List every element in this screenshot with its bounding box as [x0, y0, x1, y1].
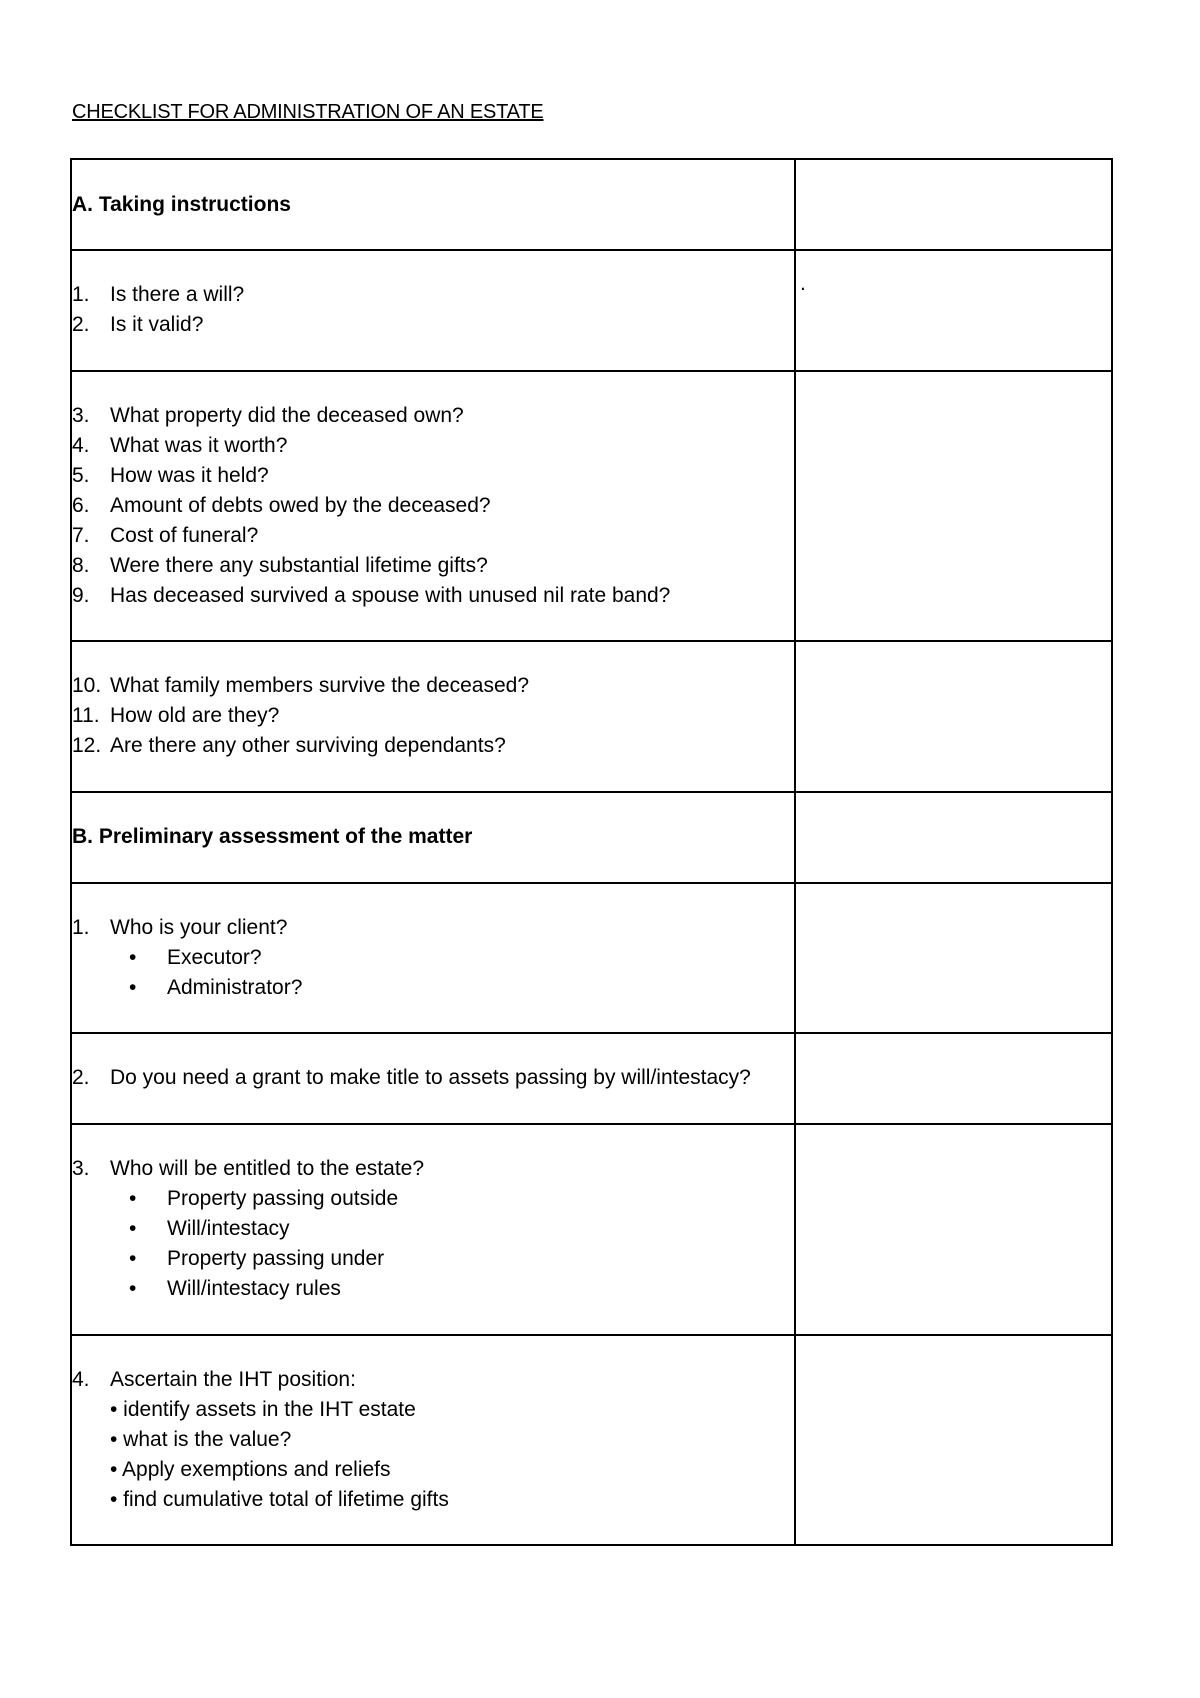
section-a-heading: A. Taking instructions [72, 193, 291, 216]
bullet-icon: • [129, 976, 137, 999]
question-list [72, 1336, 794, 1515]
question-list [72, 642, 794, 761]
table-row [71, 250, 1112, 371]
table-row [71, 1124, 1112, 1335]
list-item: • Property passing under [72, 1244, 794, 1274]
response-cell[interactable] [795, 159, 1112, 250]
question-list [72, 372, 794, 611]
question-item: 7. Cost of funeral? [72, 524, 259, 547]
list-item: • find cumulative total of lifetime gifts [110, 1488, 449, 1511]
question-item: 6. Amount of debts owed by the deceased? [72, 494, 491, 517]
list-item: • Will/intestacy [72, 1214, 794, 1244]
question-item: 11. How old are they? [72, 704, 280, 727]
list-item: • Apply exemptions and reliefs [110, 1458, 391, 1481]
list-item: • Executor? [72, 943, 794, 973]
bullet-icon: • [129, 1277, 137, 1300]
page-title: CHECKLIST FOR ADMINISTRATION OF AN ESTATE [72, 101, 544, 123]
table-row [71, 159, 1112, 250]
question-item: 2. Is it valid? [72, 313, 204, 336]
response-cell[interactable] [795, 250, 1112, 371]
response-cell[interactable] [795, 1033, 1112, 1124]
question-item: 1. Who is your client? [72, 916, 288, 939]
bullet-icon: • [129, 946, 137, 969]
question-item: 3. What property did the deceased own? [72, 404, 464, 427]
list-item: • Administrator? [72, 973, 794, 1003]
question-item: 5. How was it held? [72, 464, 269, 487]
list-item: • identify assets in the IHT estate [110, 1398, 416, 1421]
table-row [71, 1335, 1112, 1545]
question-item: 9. Has deceased survived a spouse with unused nil rate band? [72, 584, 671, 607]
list-item: • Property passing outside [72, 1184, 794, 1214]
question-list [72, 1034, 794, 1093]
question-item: 8. Were there any substantial lifetime gifts? [72, 554, 488, 577]
note-mark: . [800, 272, 806, 295]
question-list [72, 884, 794, 1003]
question-item: 4. Ascertain the IHT position: [72, 1368, 356, 1391]
response-cell[interactable] [795, 1335, 1112, 1545]
table-row [71, 1033, 1112, 1124]
question-item: 10. What family members survive the deceased? [72, 674, 530, 697]
question-item: 2. Do you need a grant to make title to assets passing by will/intestacy? [72, 1066, 751, 1089]
question-list [72, 1125, 794, 1304]
question-item: 4. What was it worth? [72, 434, 288, 457]
question-list [72, 251, 794, 340]
question-item: 3. Who will be entitled to the estate? [72, 1157, 425, 1180]
question-item: 1. Is there a will? [72, 283, 245, 306]
response-cell[interactable] [795, 641, 1112, 792]
checklist-table [70, 158, 1113, 1546]
response-cell[interactable] [795, 1124, 1112, 1335]
question-item: 12. Are there any other surviving dependants? [72, 734, 506, 757]
table-row [71, 371, 1112, 641]
bullet-icon: • [129, 1247, 137, 1270]
response-cell[interactable] [795, 883, 1112, 1033]
table-row [71, 883, 1112, 1033]
bullet-icon: • [129, 1217, 137, 1240]
list-item: • Will/intestacy rules [72, 1274, 794, 1304]
response-cell[interactable] [795, 792, 1112, 883]
response-cell[interactable] [795, 371, 1112, 641]
list-item: • what is the value? [110, 1428, 292, 1451]
section-b-heading: B. Preliminary assessment of the matter [72, 825, 473, 848]
bullet-icon: • [129, 1187, 137, 1210]
table-row [71, 641, 1112, 792]
table-row [71, 792, 1112, 883]
